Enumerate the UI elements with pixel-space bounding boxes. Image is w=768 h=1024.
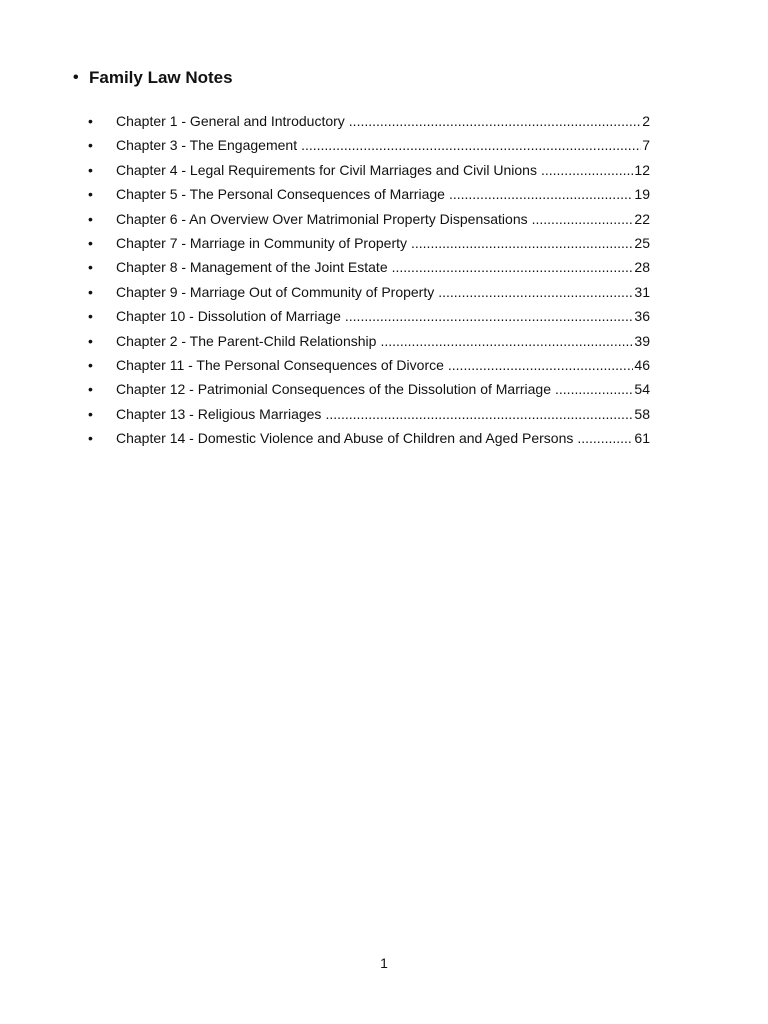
toc-entry-title[interactable]: Chapter 8 - Management of the Joint Estate <box>116 259 388 276</box>
toc-entry-page[interactable]: 61 <box>634 430 650 447</box>
toc-dot-leader <box>392 255 634 279</box>
toc-entry[interactable] <box>88 402 650 426</box>
toc-entry[interactable] <box>88 158 650 182</box>
toc-entry[interactable] <box>88 304 650 328</box>
toc-entry-page[interactable]: 54 <box>634 381 650 398</box>
toc-dot-leader <box>532 207 634 231</box>
toc-entry[interactable] <box>88 426 650 450</box>
toc-entry-bullet: • <box>88 356 93 373</box>
toc-entry-bullet: • <box>88 210 93 227</box>
toc-entry-bullet: • <box>88 186 93 203</box>
toc-entry-page[interactable]: 25 <box>634 234 650 251</box>
toc-dot-leader <box>301 133 641 157</box>
toc-dot-leader <box>325 402 633 426</box>
toc-dot-leader <box>577 426 633 450</box>
toc-entry-page[interactable]: 31 <box>634 283 650 300</box>
toc-entry-title[interactable]: Chapter 6 - An Overview Over Matrimonial Property Dispensations <box>116 210 528 227</box>
toc-entry-bullet: • <box>88 234 93 251</box>
toc-entry-page[interactable]: 22 <box>634 210 650 227</box>
toc-entry-bullet: • <box>88 161 93 178</box>
toc-entry-title[interactable]: Chapter 5 - The Personal Consequences of Marriage <box>116 186 445 203</box>
heading-bullet: • <box>73 69 79 86</box>
toc-entry[interactable] <box>88 329 650 353</box>
toc-entry[interactable] <box>88 133 650 157</box>
toc-entry-page[interactable]: 36 <box>634 308 650 325</box>
toc-entry[interactable] <box>88 280 650 304</box>
toc-entry-title[interactable]: Chapter 12 - Patrimonial Consequences of the Dissolution of Marriage <box>116 381 552 398</box>
toc-dot-leader <box>349 109 641 133</box>
toc-entry-title[interactable]: Chapter 7 - Marriage in Community of Property <box>116 234 407 251</box>
toc-entry-page[interactable]: 39 <box>634 332 650 349</box>
toc-entry-bullet: • <box>88 381 93 398</box>
toc-entry-title[interactable]: Chapter 14 - Domestic Violence and Abuse of Children and Aged Persons <box>116 430 574 447</box>
toc-entry-title[interactable]: Chapter 9 - Marriage Out of Community of Property <box>116 283 435 300</box>
toc-entry-title[interactable]: Chapter 3 - The Engagement <box>116 137 298 154</box>
toc-entry-title[interactable]: Chapter 13 - Religious Marriages <box>116 405 322 422</box>
toc-dot-leader <box>541 158 633 182</box>
toc-entry-title[interactable]: Chapter 4 - Legal Requirements for Civil Marriages and Civil Unions <box>116 161 537 178</box>
toc-entry-bullet: • <box>88 308 93 325</box>
table-of-contents <box>88 109 650 450</box>
toc-entry[interactable] <box>88 182 650 206</box>
toc-entry-title[interactable]: Chapter 2 - The Parent-Child Relationship <box>116 332 377 349</box>
toc-entry-title[interactable]: Chapter 11 - The Personal Consequences of Divorce <box>116 356 444 373</box>
toc-dot-leader <box>345 304 634 328</box>
toc-entry[interactable] <box>88 109 650 133</box>
heading-text: Family Law Notes <box>89 68 233 87</box>
toc-entry[interactable] <box>88 207 650 231</box>
toc-entry-bullet: • <box>88 430 93 447</box>
toc-dot-leader <box>555 377 633 401</box>
toc-entry[interactable] <box>88 255 650 279</box>
toc-entry-bullet: • <box>88 332 93 349</box>
toc-entry-bullet: • <box>88 113 93 129</box>
toc-entry-title[interactable]: Chapter 10 - Dissolution of Marriage <box>116 308 341 325</box>
toc-dot-leader <box>411 231 633 255</box>
toc-dot-leader <box>380 329 633 353</box>
toc-dot-leader <box>438 280 633 304</box>
toc-entry-bullet: • <box>88 259 93 276</box>
toc-dot-leader <box>449 182 633 206</box>
toc-entry[interactable] <box>88 353 650 377</box>
toc-entry-title[interactable]: Chapter 1 - General and Introductory <box>116 113 345 129</box>
toc-entry-page[interactable]: 2 <box>642 113 650 129</box>
toc-entry-page[interactable]: 7 <box>642 137 650 154</box>
toc-entry-bullet: • <box>88 283 93 300</box>
toc-entry-page[interactable]: 12 <box>634 161 650 178</box>
toc-heading <box>73 68 233 88</box>
toc-entry-page[interactable]: 46 <box>634 356 650 373</box>
page-number: 1 <box>380 955 388 971</box>
toc-entry-page[interactable]: 19 <box>634 186 650 203</box>
toc-entry[interactable] <box>88 377 650 401</box>
toc-entry-page[interactable]: 28 <box>634 259 650 276</box>
toc-entry-bullet: • <box>88 137 93 154</box>
toc-entry-bullet: • <box>88 405 93 422</box>
toc-entry[interactable] <box>88 231 650 255</box>
toc-dot-leader <box>448 353 634 377</box>
toc-entry-page[interactable]: 58 <box>634 405 650 422</box>
